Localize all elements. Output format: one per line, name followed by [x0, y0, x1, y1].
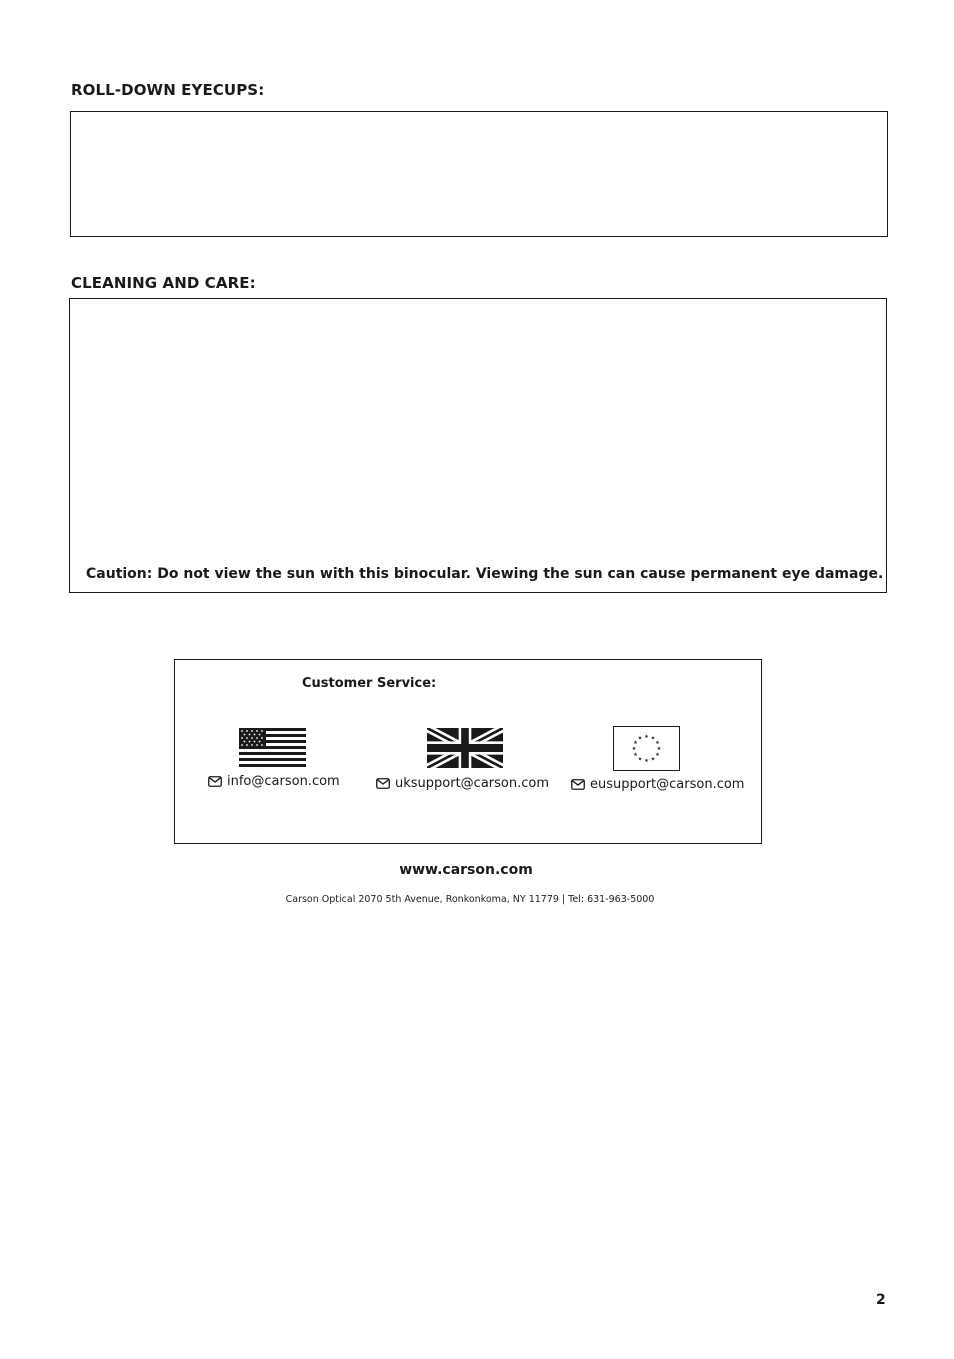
mail-icon	[571, 779, 585, 790]
eyecups-content-box	[70, 111, 888, 237]
eyecups-heading: ROLL-DOWN EYECUPS:	[71, 81, 265, 99]
svg-text:★: ★	[644, 734, 649, 740]
svg-text:★: ★	[633, 740, 638, 746]
svg-text:★: ★	[655, 740, 660, 746]
svg-text:★: ★	[637, 735, 643, 742]
uk-email-link[interactable]	[376, 776, 549, 791]
us-flag-icon	[239, 728, 306, 768]
cleaning-care-heading: CLEANING AND CARE:	[71, 274, 256, 292]
eu-email-link[interactable]	[571, 777, 744, 792]
svg-text:★: ★	[650, 735, 656, 742]
uk-flag-icon	[427, 728, 503, 768]
svg-text:★: ★	[644, 758, 649, 764]
cleaning-care-content-box	[69, 298, 887, 593]
page-number: 2	[876, 1292, 886, 1308]
svg-text:★: ★	[631, 746, 637, 752]
customer-service-box	[174, 659, 762, 844]
website-link[interactable]: www.carson.com	[399, 862, 533, 878]
customer-service-title: Customer Service:	[302, 676, 437, 691]
svg-text:★: ★	[650, 756, 656, 763]
us-email-link[interactable]	[208, 774, 340, 789]
svg-text:★: ★	[656, 746, 662, 752]
svg-text:★: ★	[637, 756, 643, 763]
mail-icon	[376, 778, 390, 789]
mail-icon	[208, 776, 222, 787]
svg-text:★: ★	[633, 752, 638, 758]
caution-text: Caution: Do not view the sun with this binocular. Viewing the sun can cause permanent eye damage.	[86, 566, 884, 582]
eu-email-text: eusupport@carson.com	[590, 777, 745, 792]
us-email-text: info@carson.com	[227, 774, 340, 789]
eu-flag-icon	[613, 726, 680, 771]
svg-text:★: ★	[655, 752, 660, 758]
uk-email-text: uksupport@carson.com	[395, 776, 550, 791]
company-address: Carson Optical 2070 5th Avenue, Ronkonkoma, NY 11779 | Tel: 631-963-5000	[285, 894, 655, 905]
